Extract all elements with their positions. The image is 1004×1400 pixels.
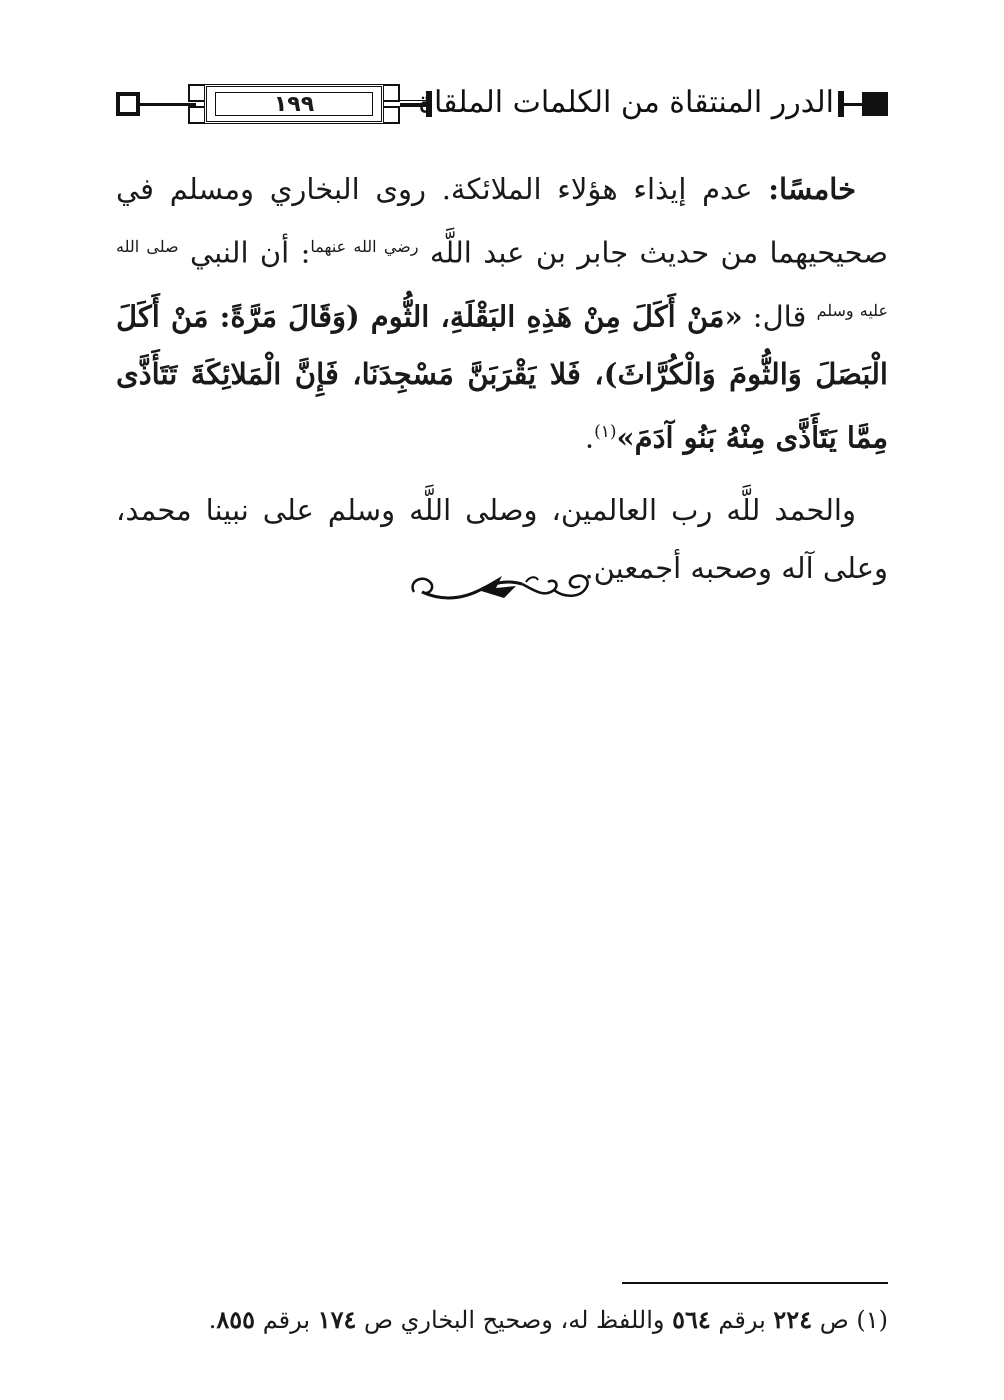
body-text: عدم إيذاء هؤلاء الملائكة. روى البخاري ومسلم في صحيحيهما من حديث جابر بن عبد اللَّه (116, 172, 889, 270)
footnote-hadith-number: ٨٥٥ (216, 1305, 256, 1334)
footnote-page-number: ٢٢٤ (773, 1305, 813, 1334)
header-right-block-ornament (862, 92, 888, 116)
page-number-box (204, 84, 384, 124)
footnote-text: برقم (255, 1306, 318, 1334)
body-text: . (584, 420, 595, 455)
frame-knot-ornament (382, 84, 400, 102)
header-left-square-ornament (116, 92, 140, 116)
page-number-frame (188, 84, 400, 124)
footnote-reference[interactable]: (١) (594, 422, 617, 443)
footnote-separator (622, 1282, 888, 1284)
running-book-title: الدرر المنتقاة من الكلمات الملقاة (418, 85, 834, 120)
body-text: قال: (742, 299, 817, 334)
footnote-text: ص (812, 1306, 857, 1334)
footnote-page-number: ١٧٤ (317, 1305, 357, 1334)
body-text: : أن النبي (178, 235, 311, 270)
footnote-text: واللفظ له، وصحيح البخاري ص (356, 1306, 673, 1334)
header-right-rule (844, 103, 864, 106)
paragraph-fifth-point (116, 160, 888, 467)
footnote-text: برقم (710, 1306, 774, 1334)
frame-knot-ornament (382, 106, 400, 124)
hadith-quote: «مَنْ أَكَلَ مِنْ هَذِهِ البَقْلَةِ، الثُّوم (وَقَالَ مَرَّةً: مَنْ أَكَلَ الْبَصَلَ وَالثُّومَ وَالْكُرَّاثَ)، فَلا يَقْرَبَنَّ مَسْجِدَنَا، فَإِنَّ الْمَلائِكَةَ تَتَأَذَّى مِمَّا يَتَأَذَّى مِنْهُ بَنُو آدَمَ» (116, 299, 888, 455)
paragraph-closing-praise: والحمد للَّه رب العالمين، وصلى اللَّه وسلم على نبينا محمد، وعلى آله وصحبه أجمعين. (116, 492, 888, 585)
page-number: ١٩٩ (273, 91, 315, 117)
point-heading: خامسًا: (768, 172, 856, 206)
honorific-glyph: رضي الله عنهما (310, 237, 419, 256)
honorific-glyph: صلى الله عليه وسلم (116, 237, 888, 320)
footnote-hadith-number: ٥٦٤ (672, 1305, 711, 1334)
page-body (116, 160, 888, 597)
footnote-text: . (208, 1306, 217, 1334)
page-header (116, 78, 888, 130)
footnote-marker: (١) (856, 1306, 888, 1334)
section-end-flourish-icon (404, 568, 600, 608)
footnote (116, 1300, 888, 1340)
